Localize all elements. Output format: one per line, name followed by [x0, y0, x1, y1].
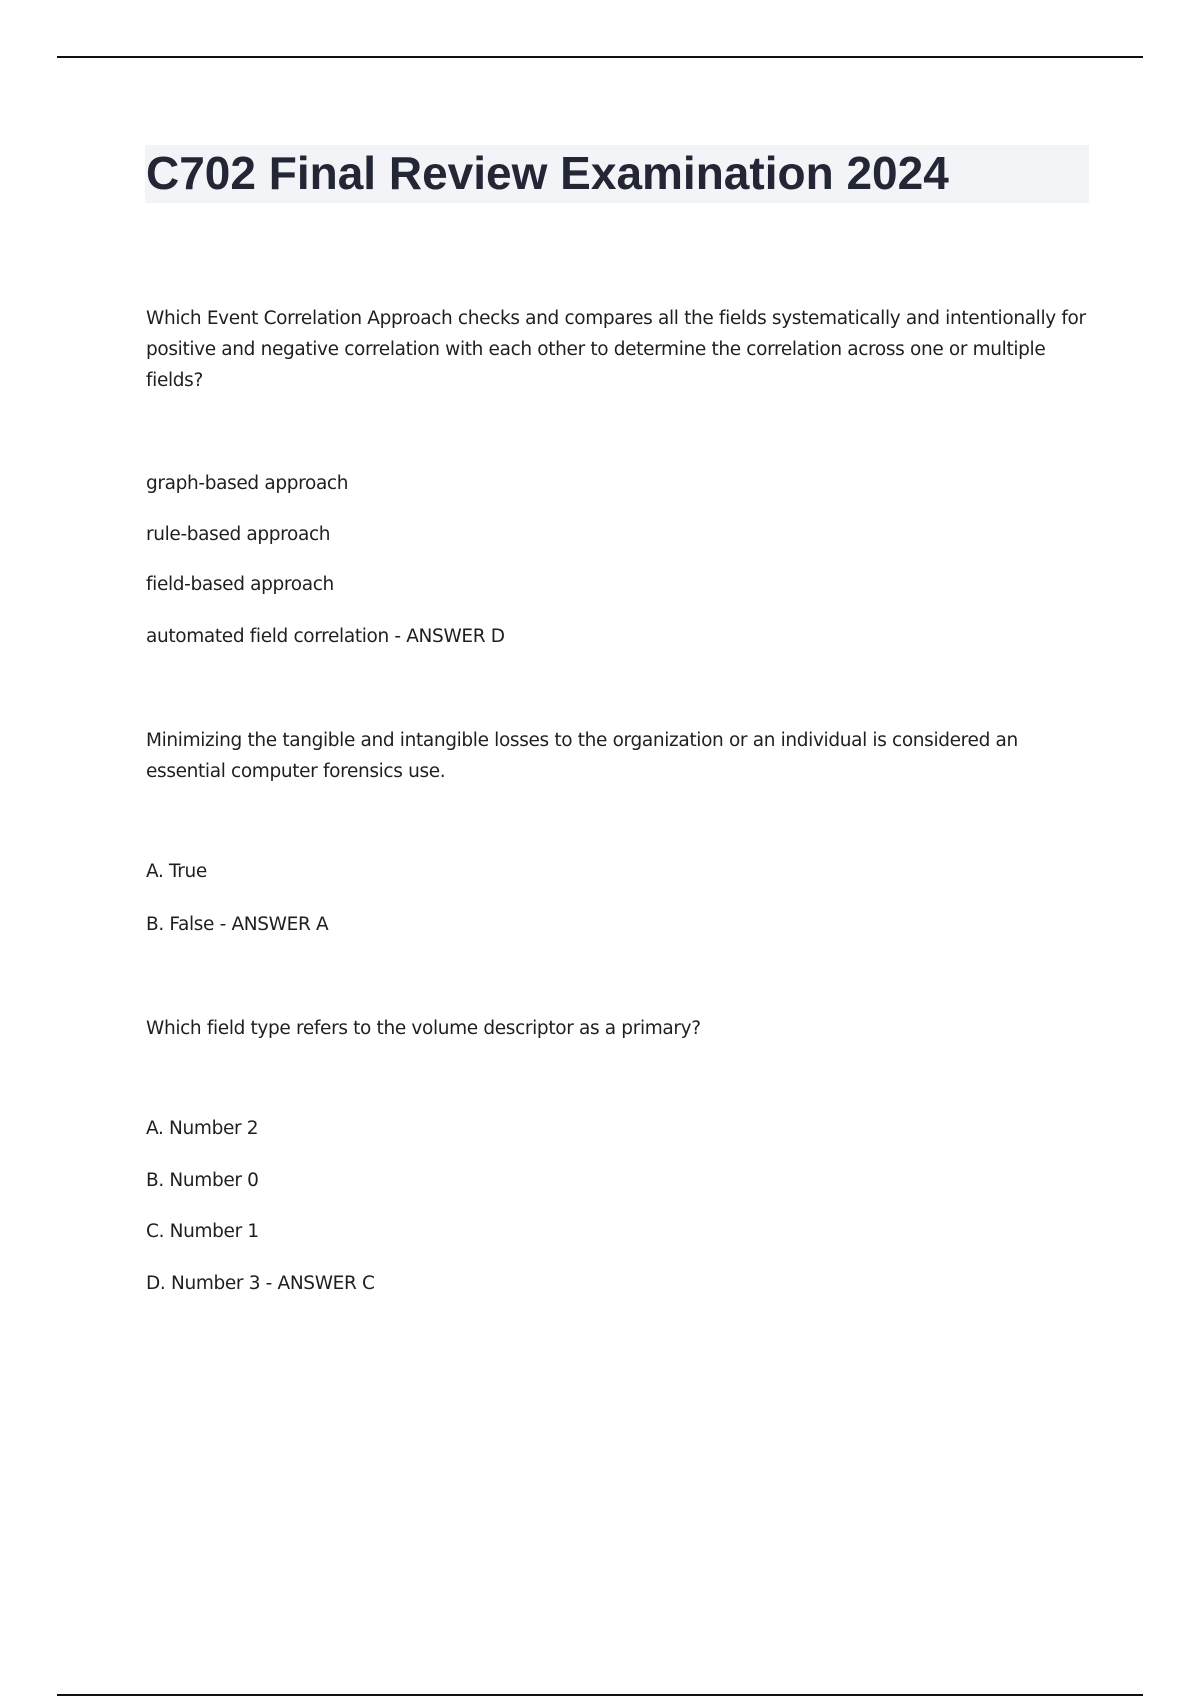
question-3-option-1: A. Number 2	[146, 1118, 259, 1139]
question-1-option-1: graph-based approach	[146, 473, 349, 494]
question-2-option-2: B. False - ANSWER A	[146, 914, 329, 935]
question-3-option-3: C. Number 1	[146, 1221, 259, 1242]
question-1-option-2: rule-based approach	[146, 524, 331, 545]
question-1-option-3: field-based approach	[146, 574, 334, 595]
question-3-option-2: B. Number 0	[146, 1170, 259, 1191]
document-title: C702 Final Review Examination 2024	[146, 147, 949, 199]
footer-divider	[57, 1694, 1143, 1696]
question-2-option-1: A. True	[146, 861, 207, 882]
header-divider	[57, 56, 1143, 58]
question-1-option-4: automated field correlation - ANSWER D	[146, 626, 505, 647]
question-3-option-4: D. Number 3 - ANSWER C	[146, 1273, 375, 1294]
question-3-text: Which field type refers to the volume descriptor as a primary?	[146, 1018, 701, 1039]
question-1-text: Which Event Correlation Approach checks and compares all the fields systematically and intentionally for positive and negative correlation with each other to determine the correlation across one or multiple fields?	[146, 308, 1086, 391]
question-2-text: Minimizing the tangible and intangible losses to the organization or an individual is considered an essential computer forensics use.	[146, 730, 1018, 782]
